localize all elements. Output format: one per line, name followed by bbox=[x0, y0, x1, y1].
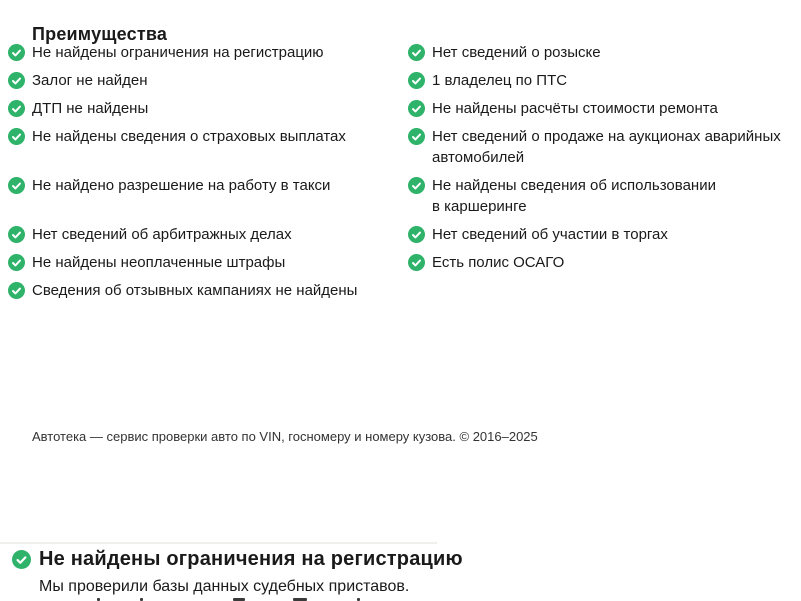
detail-section bbox=[12, 547, 463, 596]
advantages-title: Преимущества bbox=[32, 23, 168, 44]
advantage-item bbox=[408, 224, 793, 245]
check-circle-icon bbox=[408, 254, 425, 271]
advantage-label: Нет сведений о розыске bbox=[432, 44, 601, 61]
advantage-label: Сведения об отзывных кампаниях не найдены bbox=[32, 282, 358, 299]
check-circle-icon bbox=[408, 100, 425, 117]
check-circle-icon bbox=[8, 44, 25, 61]
advantage-item bbox=[408, 98, 793, 119]
check-circle-icon bbox=[8, 254, 25, 271]
advantage-item bbox=[8, 70, 408, 91]
advantage-label: Не найдено разрешение на работу в такси bbox=[32, 177, 331, 194]
check-circle-icon bbox=[8, 282, 25, 299]
advantage-label: ДТП не найдены bbox=[32, 100, 149, 117]
detail-section-header bbox=[12, 547, 463, 571]
section-divider bbox=[0, 542, 437, 544]
advantage-label: Нет сведений об участии в торгах bbox=[432, 226, 668, 243]
check-circle-icon bbox=[408, 226, 425, 243]
check-circle-icon bbox=[8, 128, 25, 145]
detail-section-description: Мы проверили базы данных судебных приставов. bbox=[39, 578, 410, 595]
check-circle-icon bbox=[408, 177, 425, 194]
advantage-item bbox=[8, 280, 408, 301]
advantage-label: Не найдены расчёты стоимости ремонта bbox=[432, 100, 718, 117]
detail-section-title: Не найдены ограничения на регистрацию bbox=[39, 548, 463, 570]
advantage-item bbox=[8, 175, 408, 217]
advantage-label: Нет сведений о продаже на аукционах аварийных автомобилей bbox=[432, 128, 781, 166]
check-circle-icon bbox=[8, 177, 25, 194]
advantage-item bbox=[408, 70, 793, 91]
advantage-label: Не найдены неоплаченные штрафы bbox=[32, 254, 286, 271]
advantage-item bbox=[8, 98, 408, 119]
check-circle-icon bbox=[8, 100, 25, 117]
advantages-list bbox=[8, 42, 793, 301]
advantage-item bbox=[408, 42, 793, 63]
advantage-item bbox=[408, 126, 793, 168]
advantage-item bbox=[8, 126, 408, 168]
advantage-label: Есть полис ОСАГО bbox=[432, 254, 565, 271]
check-circle-icon bbox=[8, 72, 25, 89]
advantage-item bbox=[8, 252, 408, 273]
advantage-label: 1 владелец по ПТС bbox=[432, 72, 568, 89]
advantage-label: Залог не найден bbox=[32, 72, 148, 89]
advantage-item bbox=[408, 252, 793, 273]
check-circle-icon bbox=[12, 550, 31, 569]
advantage-label: Не найдены сведения о страховых выплатах bbox=[32, 128, 346, 145]
advantage-label: Не найдены сведения об использовании в каршеринге bbox=[432, 177, 716, 215]
check-circle-icon bbox=[408, 44, 425, 61]
advantage-item bbox=[408, 175, 793, 217]
check-circle-icon bbox=[408, 72, 425, 89]
advantage-item bbox=[8, 42, 408, 63]
check-circle-icon bbox=[8, 226, 25, 243]
check-circle-icon bbox=[408, 128, 425, 145]
advantage-item bbox=[8, 224, 408, 245]
advantage-label: Не найдены ограничения на регистрацию bbox=[32, 44, 324, 61]
advantage-label: Нет сведений об арбитражных делах bbox=[32, 226, 292, 243]
report-copyright: Автотека — сервис проверки авто по VIN, госномеру и номеру кузова. © 2016–2025 bbox=[32, 429, 538, 444]
